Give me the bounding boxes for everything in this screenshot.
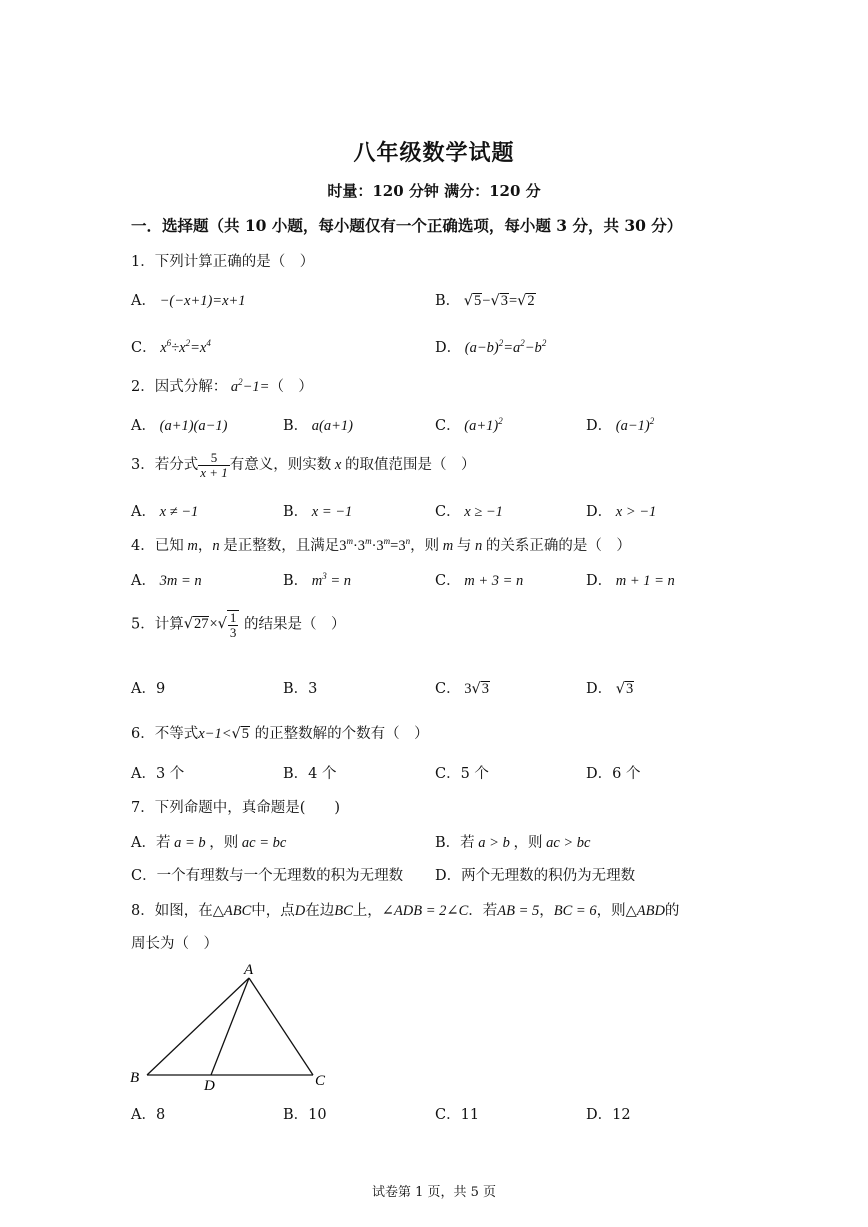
fraction: $\frac{5}{x + 1}$: [200, 450, 228, 480]
question-5-stem: 5．计算√27×√ $\frac{1}{3}$ 的结果是（ ）: [131, 610, 346, 640]
question-3-option-d: D． x > −1: [586, 504, 657, 520]
question-7-stem: 7．下列命题中，真命题是( ): [131, 800, 341, 816]
question-3-option-a: A． x ≠ −1: [131, 504, 199, 520]
question-7-option-d: D．两个无理数的积仍为无理数: [435, 868, 636, 884]
question-8-option-c: C．11: [435, 1107, 480, 1123]
question-6-option-c: C．5 个: [435, 766, 489, 782]
segment-ad: [211, 978, 249, 1075]
question-4-option-c: C． m + 3 = n: [435, 573, 524, 589]
question-8-option-b: B．10: [283, 1107, 327, 1123]
question-5-option-b: B．3: [283, 681, 318, 697]
vertex-label-c: C: [315, 1073, 326, 1089]
question-3-option-c: C． x ≥ −1: [435, 504, 503, 520]
question-6-stem: 6．不等式x−1<√5 的正整数解的个数有（ ）: [131, 726, 429, 742]
question-7-option-b: B．若 a > b ，则 ac > bc: [435, 835, 591, 851]
question-4-stem: 4．已知 m，n 是正整数，且满足$3^m\cdot 3^m\cdot 3^m=3^n$，则 m 与 n 的关系正确的是（ ）: [131, 536, 631, 554]
question-4-option-d: D． m + 1 = n: [586, 573, 675, 589]
question-6-option-a: A．3 个: [131, 766, 185, 782]
question-3-stem: 3．若分式 $\frac{5}{x + 1}$ 有意义，则实数 x 的取值范围是（ ）: [131, 450, 476, 480]
question-6-option-b: B．4 个: [283, 766, 337, 782]
question-2-option-a: A． (a+1)(a−1): [131, 418, 228, 434]
question-1-stem: 1．下列计算正确的是（ ）: [131, 254, 315, 270]
question-1-option-b: B． √5−√3=√2: [435, 293, 535, 309]
question-5-option-c: C． 3√3: [435, 681, 489, 697]
triangle-figure: [125, 955, 340, 1095]
question-8-option-a: A．8: [131, 1107, 166, 1123]
question-2-stem: 2．因式分解： $a^2-1=$（ ）: [131, 377, 313, 395]
question-8-option-d: D．12: [586, 1107, 631, 1123]
question-6-option-d: D．6 个: [586, 766, 641, 782]
question-1-option-d: D． $(a-b)^2=a^2-b^2$: [435, 338, 547, 356]
question-3-option-b: B． x = −1: [283, 504, 353, 520]
question-2-option-d: D． $(a-1)^2$: [586, 416, 655, 434]
question-2-option-b: B． a(a+1): [283, 418, 353, 434]
question-5-option-a: A．9: [131, 681, 166, 697]
question-7-option-a: A．若 a = b ，则 ac = bc: [131, 835, 287, 851]
question-1-option-a: A． −(−x+1)=x+1: [131, 293, 246, 309]
side-ab: [147, 978, 249, 1075]
question-4-option-b: B． $m^3 = n$: [283, 571, 352, 589]
question-5-option-d: D． √3: [586, 681, 634, 697]
question-2-option-c: C． $(a+1)^2$: [435, 416, 503, 434]
question-8-stem-line2: 周长为（ ）: [131, 936, 218, 952]
vertex-label-a: A: [244, 962, 254, 978]
page-title: 八年级数学试题: [353, 140, 515, 166]
page-footer: 试卷第 1 页，共 5 页: [371, 1185, 497, 1200]
point-label-d: D: [204, 1078, 215, 1094]
question-1-option-c: C． $x^6\div x^2=x^4$: [131, 338, 211, 356]
exam-info: 时量：120 分钟 满分：120 分: [327, 182, 541, 200]
section-heading: 一．选择题（共 10 小题，每小题仅有一个正确选项，每小题 3 分，共 30 分）: [131, 216, 683, 235]
side-ac: [249, 978, 313, 1075]
question-8-stem: 8．如图，在△ABC中，点D在边BC上，∠ADB = 2∠C．若AB = 5，BC = 6，则△ABD的: [131, 903, 680, 919]
question-7-option-c: C．一个有理数与一个无理数的积为无理数: [131, 868, 404, 884]
question-4-option-a: A． 3m = n: [131, 573, 202, 589]
vertex-label-b: B: [130, 1070, 140, 1086]
